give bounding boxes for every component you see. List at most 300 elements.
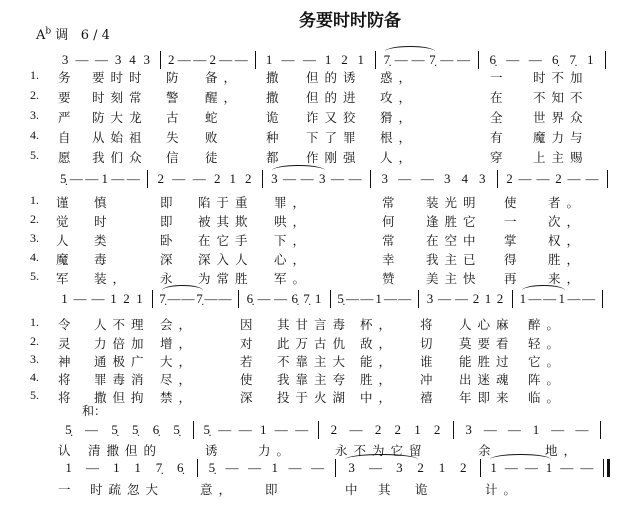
lyric-text: 再 bbox=[504, 271, 523, 286]
measure bbox=[203, 460, 329, 476]
lyric-text: 自 bbox=[58, 130, 77, 145]
measure bbox=[459, 422, 594, 438]
barline bbox=[607, 170, 608, 188]
dash: — bbox=[257, 291, 271, 306]
lyric-text: 陷于重 bbox=[198, 195, 254, 210]
lyric-text: 上主赐 bbox=[533, 150, 589, 165]
dash: — bbox=[274, 291, 288, 306]
note: 1 bbox=[101, 171, 108, 186]
note: 2 bbox=[460, 460, 467, 475]
dash: — bbox=[551, 422, 565, 437]
lyric-text: 地， bbox=[545, 443, 583, 458]
note: 1 bbox=[260, 422, 267, 437]
lyric-text: 在空中 bbox=[426, 233, 482, 248]
dash: — bbox=[394, 52, 408, 67]
lyric-text: 时 bbox=[94, 214, 113, 229]
tie-arc bbox=[272, 165, 325, 176]
lyric-text: 被其欺 bbox=[198, 214, 254, 229]
note: 2 bbox=[214, 171, 221, 186]
note: 1 bbox=[438, 460, 446, 475]
lyric-text: 者。 bbox=[548, 195, 586, 210]
chorus-label: 和： bbox=[82, 404, 107, 418]
note: 3 bbox=[319, 171, 326, 186]
lyric-text: 计。 bbox=[485, 482, 523, 497]
lyric-text: 一 bbox=[504, 214, 523, 229]
measure bbox=[58, 460, 191, 476]
lyric-text: 对 bbox=[240, 336, 259, 351]
dash: — bbox=[288, 460, 302, 475]
dash: — bbox=[84, 422, 98, 437]
note: 2 bbox=[157, 171, 164, 186]
lyric-text: 军。 bbox=[274, 271, 312, 286]
lyric-text: 一 bbox=[490, 70, 509, 85]
lyric-text: 哄， bbox=[274, 214, 312, 229]
lyric-text: 永不为它留 bbox=[335, 443, 428, 458]
key-accidental: b bbox=[45, 26, 52, 37]
dash: — bbox=[126, 171, 140, 186]
lyric-text: 深 bbox=[160, 252, 179, 267]
note: 3 bbox=[143, 52, 151, 67]
note: 2 bbox=[341, 52, 348, 67]
dash: — bbox=[181, 291, 195, 306]
dash: — bbox=[94, 52, 108, 67]
note: 5̣ bbox=[60, 171, 67, 186]
lyric-text: 得 bbox=[504, 252, 523, 267]
note: 7̣ bbox=[569, 52, 576, 67]
lyric-text: 即 bbox=[265, 482, 284, 497]
note: 6̣ bbox=[552, 52, 559, 67]
lyric-text: 败 bbox=[205, 130, 224, 145]
lyric-text: 禁， bbox=[160, 390, 198, 405]
dash: — bbox=[302, 52, 316, 67]
barline bbox=[478, 51, 479, 69]
tie-arc bbox=[162, 285, 203, 296]
lyric-text: 莫要看 bbox=[459, 336, 515, 351]
lyric-text: 要时时 bbox=[92, 70, 148, 85]
barline bbox=[375, 51, 376, 69]
note: 1 bbox=[532, 422, 540, 437]
note: 1 bbox=[229, 171, 236, 186]
note: 5̣ bbox=[173, 422, 180, 437]
lyric-text: 诡 bbox=[415, 482, 434, 497]
dash: — bbox=[567, 171, 581, 186]
lyric-text: 军 bbox=[56, 271, 75, 286]
lyric-text: 罪， bbox=[274, 195, 312, 210]
lyric-text: 将 bbox=[58, 390, 77, 405]
lyric-text: 醉。 bbox=[528, 317, 566, 332]
barline bbox=[147, 170, 148, 188]
note: 1 bbox=[136, 291, 143, 306]
verse-number: 2. bbox=[30, 334, 39, 348]
dash: — bbox=[204, 291, 218, 306]
measure bbox=[484, 52, 599, 68]
lyric-text: 出迷魂 bbox=[459, 372, 515, 387]
note: 1 bbox=[110, 291, 117, 306]
lyric-text: 胜， bbox=[548, 252, 586, 267]
note: 3 bbox=[348, 460, 355, 475]
lyric-text: 赞 bbox=[382, 271, 401, 286]
lyric-text: 严 bbox=[58, 110, 77, 125]
lyric-text: 不知不 bbox=[533, 90, 589, 105]
note: 6̣ bbox=[489, 52, 496, 67]
lyric-text: 下了罪 bbox=[306, 130, 362, 145]
lyric-text: 深 bbox=[240, 390, 259, 405]
dash: — bbox=[248, 460, 262, 475]
dash: — bbox=[85, 171, 99, 186]
dash: — bbox=[438, 291, 451, 306]
dash: — bbox=[300, 171, 314, 186]
lyric-text: 魔力与 bbox=[533, 130, 589, 145]
barline bbox=[418, 290, 419, 308]
dash: — bbox=[567, 291, 581, 306]
lyric-text: 信 bbox=[166, 150, 185, 165]
lyric-text: 作刚强 bbox=[306, 150, 362, 165]
barline bbox=[262, 170, 263, 188]
note: 2 bbox=[472, 291, 480, 306]
dash: — bbox=[193, 52, 207, 67]
verse-number: 4. bbox=[30, 370, 39, 384]
lyric-text: 时刻常 bbox=[92, 90, 148, 105]
note: 1 bbox=[490, 460, 497, 475]
lyric-text: 权， bbox=[548, 233, 586, 248]
lyric-text: 意， bbox=[200, 482, 238, 497]
dash: — bbox=[528, 291, 542, 306]
dash: — bbox=[580, 460, 594, 475]
lyric-text: 次， bbox=[548, 214, 586, 229]
dash: — bbox=[85, 460, 99, 475]
lyric-text: 罪毒消 bbox=[94, 372, 150, 387]
lyric-text: 投于火湖 bbox=[277, 390, 352, 405]
lyric-text: 全 bbox=[490, 110, 509, 125]
note: 1 bbox=[414, 422, 421, 437]
lyric-text: 神 bbox=[58, 354, 77, 369]
barline bbox=[370, 170, 371, 188]
lyric-text: 在它手 bbox=[198, 233, 254, 248]
dash: — bbox=[219, 52, 233, 67]
dash: — bbox=[345, 291, 359, 306]
note: 2 bbox=[209, 52, 216, 67]
note: 3 bbox=[396, 460, 403, 475]
lyric-text: 备， bbox=[205, 70, 243, 85]
lyric-text: 务 bbox=[58, 70, 77, 85]
measure bbox=[166, 52, 249, 68]
barline bbox=[152, 290, 153, 308]
lyric-text: 力。 bbox=[258, 443, 296, 458]
verse-number: 5. bbox=[30, 148, 39, 162]
lyric-text: 因 bbox=[240, 317, 259, 332]
measure bbox=[58, 52, 154, 68]
lyric-text: 诡 bbox=[266, 110, 285, 125]
lyric-text: 防大龙 bbox=[92, 110, 148, 125]
lyric-text: 魔 bbox=[56, 252, 75, 267]
lyric-text: 诱 bbox=[205, 443, 224, 458]
lyric-text: 临。 bbox=[528, 390, 566, 405]
note: 4 bbox=[461, 171, 468, 186]
final-barline bbox=[603, 459, 607, 477]
note: 5̣ bbox=[132, 422, 139, 437]
measure bbox=[324, 422, 447, 438]
note: 1 bbox=[375, 291, 382, 306]
dash: — bbox=[483, 422, 497, 437]
lyric-text: 撒 bbox=[266, 90, 285, 105]
note: 6̣ bbox=[246, 291, 254, 306]
dash: — bbox=[398, 171, 412, 186]
dash: — bbox=[457, 52, 471, 67]
key-note: A bbox=[36, 28, 46, 43]
lyric-text: 愿 bbox=[58, 150, 77, 165]
lyric-text: 但的进 bbox=[306, 90, 362, 105]
note: 3 bbox=[61, 52, 69, 67]
lyric-text: 装， bbox=[94, 271, 132, 286]
dash: — bbox=[383, 291, 397, 306]
lyric-text: 觉 bbox=[56, 214, 75, 229]
dash: — bbox=[543, 291, 557, 306]
lyric-text: 阵。 bbox=[528, 372, 566, 387]
dash: — bbox=[368, 460, 382, 475]
lyric-text: 惑， bbox=[380, 70, 418, 85]
song-title: 务要时时防备 bbox=[299, 11, 401, 31]
dash: — bbox=[295, 422, 309, 437]
barline bbox=[197, 459, 198, 477]
measure bbox=[336, 291, 412, 307]
lyric-text: 人心麻 bbox=[459, 317, 515, 332]
lyric-text: 余 bbox=[478, 443, 497, 458]
lyric-text: 敌， bbox=[360, 336, 398, 351]
dash: — bbox=[455, 291, 468, 306]
dash: — bbox=[507, 422, 521, 437]
lyric-text: 令 bbox=[58, 317, 77, 332]
lyric-text: 防 bbox=[166, 70, 185, 85]
lyric-text: 清撒但的 bbox=[88, 443, 163, 458]
note: 1 bbox=[265, 52, 273, 67]
dash: — bbox=[111, 171, 125, 186]
note: 2 bbox=[506, 171, 513, 186]
lyric-text: 从始祖 bbox=[92, 130, 148, 145]
lyric-text: 有 bbox=[490, 130, 509, 145]
dash: — bbox=[311, 460, 325, 475]
barline bbox=[238, 290, 239, 308]
lyric-text: 即 bbox=[160, 214, 179, 229]
measure bbox=[58, 291, 146, 307]
dash: — bbox=[73, 291, 87, 306]
verse-number: 5. bbox=[30, 388, 39, 402]
note: 1 bbox=[324, 52, 332, 67]
dash: — bbox=[282, 171, 296, 186]
lyric-text: 中， bbox=[360, 390, 398, 405]
note: 3 bbox=[465, 422, 472, 437]
lyric-text: 猾， bbox=[380, 110, 418, 125]
note: 1 bbox=[484, 291, 492, 306]
lyric-text: 警 bbox=[166, 90, 185, 105]
lyric-text: 类 bbox=[94, 233, 113, 248]
verse-number: 3. bbox=[30, 108, 39, 122]
measure bbox=[244, 291, 324, 307]
lyric-text: 将 bbox=[420, 317, 439, 332]
note: 7̣ bbox=[196, 291, 203, 306]
dash: — bbox=[585, 171, 599, 186]
lyric-text: 撒 bbox=[266, 70, 285, 85]
dash: — bbox=[69, 171, 83, 186]
lyric-text: 幸 bbox=[382, 252, 401, 267]
dash: — bbox=[167, 291, 181, 306]
lyric-text: 其 bbox=[378, 482, 397, 497]
lyric-text: 人， bbox=[380, 150, 418, 165]
dash: — bbox=[536, 171, 550, 186]
lyric-text: 醒， bbox=[205, 90, 243, 105]
lyric-text: 我主已 bbox=[426, 252, 482, 267]
dash: — bbox=[504, 460, 518, 475]
note: 6̣ bbox=[152, 422, 160, 437]
note: 2 bbox=[245, 171, 252, 186]
lyric-text: 能， bbox=[360, 354, 398, 369]
lyric-text: 常 bbox=[382, 195, 401, 210]
barline bbox=[602, 290, 603, 308]
note: 2 bbox=[123, 291, 130, 306]
note: 2 bbox=[168, 52, 175, 67]
barline bbox=[600, 421, 601, 439]
note: 5̣ bbox=[65, 422, 72, 437]
lyric-text: 即 bbox=[160, 195, 179, 210]
measure bbox=[199, 422, 312, 438]
note: 1 bbox=[113, 460, 120, 475]
tie-arc bbox=[522, 285, 565, 296]
note: 4 bbox=[129, 52, 136, 67]
verse-number: 1. bbox=[30, 315, 39, 329]
verse-number: 4. bbox=[30, 250, 39, 264]
dash: — bbox=[218, 422, 232, 437]
lyric-text: 认 bbox=[58, 443, 77, 458]
barline bbox=[453, 421, 454, 439]
note: 3 bbox=[271, 171, 278, 186]
measure bbox=[503, 171, 601, 187]
note: 2 bbox=[417, 460, 424, 475]
note: 1 bbox=[587, 52, 594, 67]
lyric-text: 常 bbox=[382, 233, 401, 248]
note: 7̣ bbox=[429, 52, 436, 67]
dash: — bbox=[420, 171, 434, 186]
note: 1 bbox=[314, 291, 322, 306]
dash: — bbox=[582, 291, 596, 306]
lyric-text: 心， bbox=[274, 252, 312, 267]
note: 3 bbox=[426, 291, 434, 306]
measure bbox=[261, 52, 369, 68]
note: 3 bbox=[381, 171, 388, 186]
note: 5̣ bbox=[203, 422, 210, 437]
note: 5̣ bbox=[111, 422, 118, 437]
lyric-text: 穿 bbox=[490, 150, 509, 165]
measure bbox=[58, 422, 187, 438]
dash: — bbox=[440, 52, 454, 67]
dash: — bbox=[524, 460, 538, 475]
barline bbox=[318, 421, 319, 439]
note: 6̣ bbox=[177, 460, 184, 475]
barline bbox=[335, 459, 336, 477]
barline bbox=[497, 170, 498, 188]
verse-number: 1. bbox=[30, 68, 39, 82]
lyric-text: 我靠主夸 bbox=[277, 372, 352, 387]
note: 2 bbox=[374, 422, 382, 437]
lyric-text: 禧 bbox=[420, 390, 439, 405]
note: 1 bbox=[65, 460, 72, 475]
barline bbox=[160, 51, 161, 69]
dash: — bbox=[234, 52, 248, 67]
lyric-text: 都 bbox=[266, 150, 285, 165]
verse-number: 4. bbox=[30, 128, 39, 142]
lyric-text: 永 bbox=[160, 271, 179, 286]
verse-number: 1. bbox=[30, 193, 39, 207]
lyric-text: 失 bbox=[166, 130, 185, 145]
lyric-text: 通极广 bbox=[94, 354, 150, 369]
lyric-text: 将 bbox=[58, 372, 77, 387]
barline bbox=[255, 51, 256, 69]
dash: — bbox=[518, 171, 532, 186]
lyric-text: 力倍加 bbox=[94, 336, 150, 351]
barline bbox=[330, 290, 331, 308]
barline bbox=[512, 290, 513, 308]
lyric-text: 装光明 bbox=[426, 195, 482, 210]
tie-arc bbox=[490, 454, 551, 465]
lyric-text: 在 bbox=[490, 90, 509, 105]
lyric-text: 我们众 bbox=[92, 150, 148, 165]
note: 1 bbox=[271, 460, 279, 475]
dash: — bbox=[75, 52, 89, 67]
lyric-text: 来， bbox=[548, 271, 586, 286]
barline bbox=[605, 51, 606, 69]
dash: — bbox=[238, 422, 252, 437]
dash: — bbox=[411, 52, 425, 67]
verse-number: 2. bbox=[30, 88, 39, 102]
note: 3 bbox=[114, 52, 122, 67]
measure bbox=[424, 291, 506, 307]
barline bbox=[193, 421, 194, 439]
lyric-text: 古 bbox=[166, 110, 185, 125]
note: 2 bbox=[330, 422, 338, 437]
lyric-text: 但的诱 bbox=[306, 70, 362, 85]
note: 1 bbox=[357, 52, 365, 67]
lyric-text: 此万古仇 bbox=[277, 336, 352, 351]
note: 1 bbox=[545, 460, 553, 475]
lyric-text: 时疏忽大 bbox=[90, 482, 165, 497]
lyric-text: 徒 bbox=[205, 150, 224, 165]
lyric-text: 使 bbox=[240, 372, 259, 387]
lyric-text: 人不理 bbox=[94, 317, 150, 332]
lyric-text: 灵 bbox=[58, 336, 77, 351]
lyric-text: 轻。 bbox=[528, 336, 566, 351]
dash: — bbox=[274, 422, 288, 437]
lyric-text: 为常胜 bbox=[198, 271, 254, 286]
note: 2 bbox=[394, 422, 402, 437]
lyric-text: 冲 bbox=[420, 372, 439, 387]
verse-number: 2. bbox=[30, 212, 39, 226]
dash: — bbox=[330, 171, 344, 186]
dash: — bbox=[192, 171, 206, 186]
lyric-text: 尽， bbox=[160, 372, 198, 387]
lyric-text: 增， bbox=[160, 336, 198, 351]
lyric-text: 根， bbox=[380, 130, 418, 145]
lyric-text: 世界众 bbox=[533, 110, 589, 125]
dash: — bbox=[349, 422, 363, 437]
dash: — bbox=[177, 52, 191, 67]
verse-number: 3. bbox=[30, 231, 39, 245]
lyric-text: 它。 bbox=[528, 354, 566, 369]
lyric-text: 能胜过 bbox=[459, 354, 515, 369]
lyric-text: 下， bbox=[274, 233, 312, 248]
lyric-text: 切 bbox=[420, 336, 439, 351]
dash: — bbox=[172, 171, 186, 186]
time-signature: 6 / 4 bbox=[80, 28, 110, 43]
lyric-text: 会， bbox=[160, 317, 198, 332]
lyric-text: 大， bbox=[160, 354, 198, 369]
